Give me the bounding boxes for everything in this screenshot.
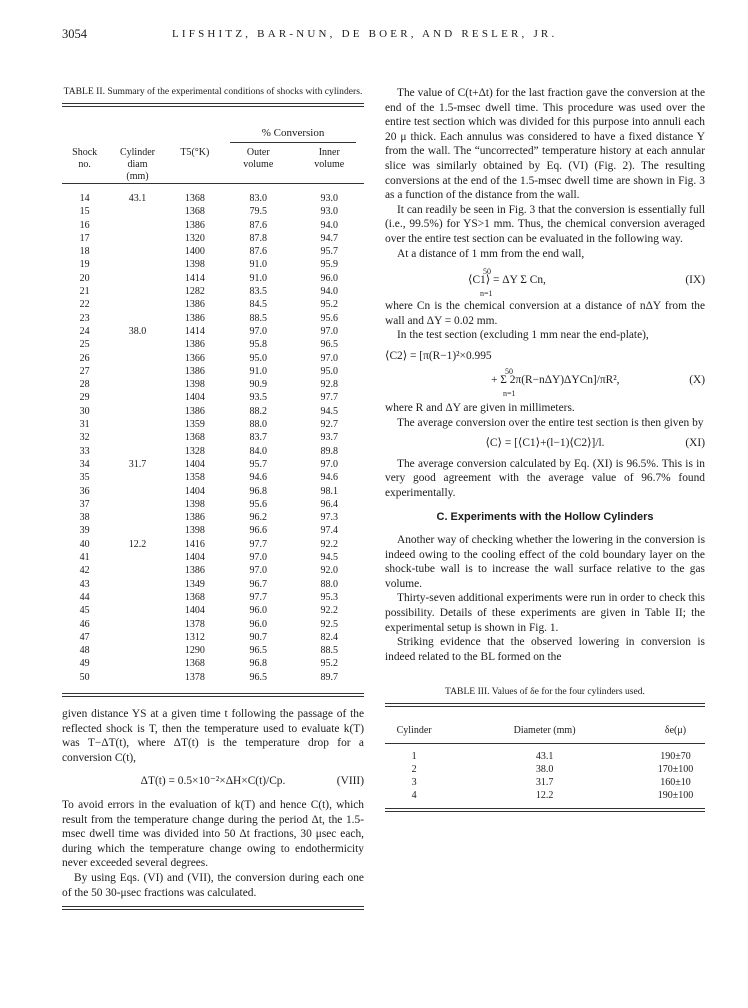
table-row: [62, 338, 364, 351]
table-cell: 91.0: [249, 272, 268, 284]
table-cell: 1386: [184, 565, 205, 577]
table-row: [62, 245, 364, 258]
table-cell: 79.5: [249, 206, 268, 218]
table-row: [385, 750, 705, 763]
t3-col-delta: δe(μ): [664, 725, 687, 737]
table-cell: [107, 564, 167, 577]
table-row: [62, 458, 364, 471]
table-cell: 43: [79, 578, 90, 590]
table-cell: 1368: [184, 193, 205, 204]
table-row: [62, 391, 364, 404]
table-cell: 36: [79, 485, 90, 497]
table-cell: [107, 391, 167, 404]
equation-x: ⟨C2⟩ = [π(R−1)²×0.995 50 + Σ 2π(R−nΔY)ΔYCn]/πR², n=1 (X): [385, 349, 705, 398]
table-cell: [107, 631, 167, 644]
table-cell: 15: [79, 206, 90, 218]
table-cell: 31: [79, 419, 90, 431]
table-cell: 19: [79, 259, 90, 271]
table-row: [62, 657, 364, 670]
table-row: [62, 285, 364, 298]
table2-caption: TABLE II. Summary of the experimental conditions of shocks with cylinders.: [63, 86, 363, 97]
table-cell: 96.2: [249, 512, 268, 524]
table-cell: 1386: [184, 339, 205, 351]
table-cell: 46: [79, 618, 90, 630]
table-cell: 95.7: [249, 458, 268, 470]
table-cell: 4: [411, 790, 417, 802]
paragraph: It can readily be seen in Fig. 3 that the conversion is essentially full (i.e., 99.5%) for YS>1 mm. Thus, the chemical conversion averaged over the entire test section can be evaluated in the following way.: [385, 203, 705, 245]
conversion-span-header: % Conversion: [230, 127, 356, 143]
table-row: [62, 192, 364, 205]
table-cell: 37: [79, 498, 90, 510]
col-header-inner-volume: Inner volume: [314, 147, 345, 170]
table-row: [62, 298, 364, 311]
table-cell: 96.7: [249, 578, 268, 590]
table-row: [62, 272, 364, 285]
table-cell: 40: [79, 538, 90, 550]
table-cell: 1416: [184, 538, 205, 550]
paragraph: The value of C(t+Δt) for the last fraction gave the conversion at the end of the 1.5-msec dwell time. This procedure was used over the entire test section which was divided for this purpose into annuli each 20 μ thick. Each annulus was considered to have a fixed distance Y from the wall. The “uncorrected” temperature history at each annular slice was similarly obtained by Eq. (VI) (Fig. 2). The resulting conversions at the end of the 1.5-msec dwell time are shown in Fig. 3 as a function of the distance from the wall.: [385, 87, 705, 202]
table-cell: 43.1: [128, 193, 147, 204]
table-row: [385, 789, 705, 802]
table-cell: 93.5: [249, 392, 268, 404]
table-row: [62, 431, 364, 444]
paragraph: To avoid errors in the evaluation of k(T) and hence C(t), which result from the temperature change during the period Δt, the 1.5-msec dwell time was divided into 50 Δt fractions, 30 μsec each, during which the temperature change owing to endothermicity never exceeded several degrees.: [62, 798, 364, 870]
table-row: [62, 618, 364, 631]
table-cell: 12.2: [128, 538, 147, 550]
table-cell: 83.5: [249, 286, 268, 298]
table-row: [62, 498, 364, 511]
table-cell: 22: [79, 299, 90, 311]
table-cell: 97.0: [320, 352, 338, 364]
page-header: [62, 27, 702, 47]
table-cell: 25: [79, 339, 90, 351]
table-cell: 97.0: [249, 552, 268, 564]
table-cell: 95.2: [320, 299, 338, 311]
table-cell: 41: [79, 552, 90, 564]
table-cell: 1349: [184, 578, 205, 590]
table-cell: 34: [79, 458, 90, 470]
table-cell: 33: [79, 445, 90, 457]
table-cell: 38.0: [128, 325, 147, 337]
table-cell: 97.0: [320, 325, 338, 337]
table-cell: 190±70: [660, 751, 691, 763]
table3: [385, 707, 705, 812]
table-cell: 93.0: [320, 206, 338, 218]
table-row: [62, 219, 364, 232]
table-cell: 95.7: [320, 246, 338, 258]
table-cell: 97.7: [249, 591, 268, 603]
table-cell: 91.0: [249, 365, 268, 377]
table-cell: [107, 285, 167, 298]
table3-block: [385, 686, 705, 812]
table-cell: 29: [79, 392, 90, 404]
table-row: [62, 604, 364, 617]
table-cell: [107, 618, 167, 631]
table-cell: 96.0: [249, 605, 268, 617]
table-cell: 27: [79, 365, 90, 377]
table-cell: 88.0: [320, 578, 338, 590]
table-cell: 89.8: [320, 445, 338, 457]
col-header-t5: T5(°K): [180, 147, 210, 158]
left-body-text: [62, 707, 364, 910]
table-cell: 94.6: [249, 472, 268, 484]
table-row: [62, 564, 364, 577]
left-column: [62, 86, 364, 910]
table-cell: 96.4: [320, 498, 338, 510]
table-cell: 93.0: [320, 193, 338, 204]
table-row: [62, 511, 364, 524]
table-cell: 97.0: [249, 565, 268, 577]
table-cell: 90.9: [249, 379, 268, 391]
table-cell: [107, 232, 167, 245]
table-row: [62, 551, 364, 564]
table-cell: [107, 272, 167, 285]
table-row: [62, 644, 364, 657]
table-cell: 92.7: [320, 419, 338, 431]
table-cell: 94.0: [320, 219, 338, 231]
paragraph: By using Eqs. (VI) and (VII), the conversion during each one of the 50 30-μsec fractions was calculated.: [62, 871, 364, 899]
table-cell: 84.0: [249, 445, 268, 457]
table-cell: [107, 365, 167, 378]
table-cell: 48: [79, 645, 90, 657]
table-cell: 1368: [184, 432, 205, 444]
table-cell: [107, 485, 167, 498]
table-cell: 50: [79, 671, 90, 683]
table-cell: 96.8: [249, 485, 268, 497]
col-header-cylinder-diam: Cylinder diam (mm): [119, 147, 155, 182]
table-cell: 1386: [184, 219, 205, 231]
table-cell: 92.5: [320, 618, 338, 630]
table-row: [62, 352, 364, 365]
table-cell: 1404: [184, 392, 205, 404]
table-cell: 35: [79, 472, 90, 484]
table-cell: [107, 671, 167, 684]
table-cell: 91.0: [249, 259, 268, 271]
table2: [62, 107, 364, 697]
table-cell: 95.9: [320, 259, 338, 271]
equation-xi: ⟨C⟩ = [⟨C1⟩+(l−1)⟨C2⟩]/l. (XI): [485, 437, 705, 450]
table-cell: 84.5: [249, 299, 268, 311]
table-cell: 95.6: [249, 498, 268, 510]
table-cell: 1312: [184, 631, 205, 643]
table-row: [62, 365, 364, 378]
paragraph: Thirty-seven additional experiments were run in order to check this possibility. Details of these experiments are given in Table II; the experimental setup is shown in Fig. 1.: [385, 592, 705, 634]
table-row: [385, 776, 705, 789]
table-cell: 31.7: [128, 458, 147, 470]
table-cell: 24: [79, 325, 90, 337]
table-cell: 32: [79, 432, 90, 444]
table-cell: 95.0: [249, 352, 268, 364]
table-cell: 160±10: [660, 777, 691, 789]
table-cell: 1328: [184, 445, 205, 457]
table-cell: 92.8: [320, 379, 338, 391]
table-cell: 87.6: [249, 246, 268, 258]
table-cell: 38.0: [535, 764, 554, 776]
table-cell: 98.1: [320, 485, 338, 497]
table-cell: 26: [79, 352, 90, 364]
table-cell: 1404: [184, 485, 205, 497]
table-cell: 1404: [184, 605, 205, 617]
table-cell: 1378: [184, 671, 205, 683]
table-cell: 30: [79, 405, 90, 417]
table-cell: 82.4: [320, 631, 338, 643]
table-cell: 23: [79, 312, 90, 324]
table-cell: 2: [411, 764, 417, 776]
right-column: [385, 86, 705, 812]
table-cell: 96.8: [249, 658, 268, 670]
paragraph: Striking evidence that the observed lowering in conversion is indeed related to the BL formed on the: [385, 636, 705, 663]
table-cell: [107, 352, 167, 365]
section-heading: C. Experiments with the Hollow Cylinders: [436, 511, 654, 524]
table-cell: 83.0: [249, 193, 268, 204]
table-cell: 1: [411, 751, 417, 763]
table-cell: 20: [79, 272, 90, 284]
table-cell: [107, 604, 167, 617]
table-cell: 1398: [184, 525, 205, 537]
table-cell: 18: [79, 246, 90, 258]
table-cell: [107, 405, 167, 418]
table-cell: 94.0: [320, 286, 338, 298]
table-cell: 1398: [184, 498, 205, 510]
table-cell: [107, 219, 167, 232]
paragraph: where Cn is the chemical conversion at a distance of nΔY from the wall and ΔY = 0.02 mm.: [385, 300, 705, 327]
table-cell: 1368: [184, 658, 205, 670]
table-cell: 96.0: [320, 272, 338, 284]
table-cell: [107, 298, 167, 311]
table-row: [62, 631, 364, 644]
t3-col-diameter: Diameter (mm): [513, 725, 576, 737]
table-row: [62, 325, 364, 338]
table-cell: 93.7: [320, 432, 338, 444]
table-cell: 1386: [184, 299, 205, 311]
table-cell: 1368: [184, 591, 205, 603]
table-cell: 83.7: [249, 432, 268, 444]
table-cell: 21: [79, 286, 90, 298]
table-row: [62, 405, 364, 418]
table-cell: 89.7: [320, 671, 338, 683]
left-bottom-rule: [62, 906, 364, 910]
table-cell: [107, 245, 167, 258]
table-cell: 1378: [184, 618, 205, 630]
table-row: [62, 445, 364, 458]
table-cell: 12.2: [535, 790, 554, 802]
table-cell: [107, 431, 167, 444]
table-cell: 87.8: [249, 232, 268, 244]
table-cell: [107, 471, 167, 484]
table-cell: 95.2: [320, 658, 338, 670]
table-cell: 1414: [184, 272, 205, 284]
table-cell: 45: [79, 605, 90, 617]
table-cell: 92.0: [320, 565, 338, 577]
table-cell: 1398: [184, 379, 205, 391]
table-cell: 92.2: [320, 538, 338, 550]
table-cell: [107, 578, 167, 591]
t3-col-cylinder: Cylinder: [396, 725, 432, 737]
table-cell: [107, 498, 167, 511]
table-cell: 95.8: [249, 339, 268, 351]
table-cell: 96.5: [320, 339, 338, 351]
table-row: [62, 378, 364, 391]
table-cell: 95.3: [320, 591, 338, 603]
table-cell: 3: [411, 777, 417, 789]
table-cell: 96.5: [249, 645, 268, 657]
table-cell: 90.7: [249, 631, 268, 643]
table-cell: [107, 551, 167, 564]
table-cell: 31.7: [535, 777, 554, 789]
table-cell: 1398: [184, 259, 205, 271]
table-cell: [107, 205, 167, 218]
table-cell: 88.2: [249, 405, 268, 417]
paragraph: At a distance of 1 mm from the end wall,: [397, 247, 585, 260]
table-row: [62, 524, 364, 537]
table-cell: 94.6: [320, 472, 338, 484]
table-cell: 97.0: [320, 458, 338, 470]
table-row: [62, 312, 364, 325]
col-header-outer-volume: Outer volume: [243, 147, 274, 170]
table-cell: 44: [79, 591, 90, 603]
table-cell: 97.7: [320, 392, 338, 404]
table-cell: 1400: [184, 246, 205, 258]
table-cell: 1386: [184, 405, 205, 417]
table-cell: 43.1: [535, 751, 554, 763]
table-cell: 14: [79, 193, 90, 204]
table-cell: 38: [79, 512, 90, 524]
paragraph: In the test section (excluding 1 mm near the end-plate),: [397, 329, 649, 342]
table-row: [62, 578, 364, 591]
table-cell: 1368: [184, 206, 205, 218]
table-cell: 47: [79, 631, 90, 643]
table-cell: [107, 338, 167, 351]
table-cell: 92.2: [320, 605, 338, 617]
table-cell: 39: [79, 525, 90, 537]
table-cell: 94.7: [320, 232, 338, 244]
table-row: [62, 418, 364, 431]
table-cell: 49: [79, 658, 90, 670]
table-cell: [107, 418, 167, 431]
table-cell: 1282: [184, 286, 205, 298]
table-cell: 96.0: [249, 618, 268, 630]
table-row: [385, 763, 705, 776]
col-header-shock-no: Shock no.: [72, 147, 98, 170]
table-row: [62, 232, 364, 245]
table-cell: 1366: [184, 352, 205, 364]
table-cell: 170±100: [657, 764, 694, 776]
table-cell: 88.5: [320, 645, 338, 657]
table-cell: [107, 511, 167, 524]
paragraph: The average conversion over the entire test section is then given by: [397, 416, 704, 429]
table-cell: [107, 644, 167, 657]
table-cell: 1290: [184, 645, 205, 657]
table-cell: 97.3: [320, 512, 338, 524]
table-cell: [107, 524, 167, 537]
table-cell: 16: [79, 219, 90, 231]
table-cell: 17: [79, 232, 90, 244]
page-number: 3054: [62, 27, 87, 41]
table-cell: [107, 657, 167, 670]
table-cell: 190±100: [657, 790, 694, 802]
table-cell: 1386: [184, 312, 205, 324]
table-cell: 97.0: [249, 325, 268, 337]
table-cell: 1404: [184, 552, 205, 564]
table-cell: 1386: [184, 512, 205, 524]
table-row: [62, 671, 364, 684]
table-row: [62, 538, 364, 551]
table-cell: 96.6: [249, 525, 268, 537]
table-cell: 94.5: [320, 552, 338, 564]
running-title: LIFSHITZ, BAR-NUN, DE BOER, AND RESLER, JR.: [172, 28, 558, 40]
table-cell: 1414: [184, 325, 205, 337]
table-cell: 28: [79, 379, 90, 391]
table-cell: 1386: [184, 365, 205, 377]
table-cell: 95.6: [320, 312, 338, 324]
table3-caption: TABLE III. Values of δe for the four cylinders used.: [445, 686, 645, 698]
table-cell: 1320: [184, 232, 205, 244]
table-cell: [107, 258, 167, 271]
paragraph: where R and ΔY are given in millimeters.: [385, 401, 575, 414]
table-row: [62, 485, 364, 498]
table-cell: [107, 591, 167, 604]
table-cell: 1404: [184, 458, 205, 470]
table-cell: 88.5: [249, 312, 268, 324]
table-row: [62, 258, 364, 271]
table-row: [62, 471, 364, 484]
paragraph: Another way of checking whether the lowering in the conversion is indeed owing to the cooling effect of the cold boundary layer on the shock-tube wall is to increase the wall surface relative to the gas volume.: [385, 534, 705, 590]
table-cell: 95.0: [320, 365, 338, 377]
table-row: [62, 205, 364, 218]
paragraph: The average conversion calculated by Eq. (XI) is 96.5%. This is in very good agreement with the average value of 96.7% found experimentally.: [385, 457, 705, 499]
table-cell: 97.4: [320, 525, 338, 537]
table-cell: [107, 378, 167, 391]
table-cell: 1359: [184, 419, 205, 431]
equation-ix: 50 ⟨C1⟩ = ΔY Σ Cn, n=1 (IX): [468, 267, 705, 299]
table-cell: 87.6: [249, 219, 268, 231]
table-cell: 1358: [184, 472, 205, 484]
table-cell: 97.7: [249, 538, 268, 550]
table-cell: 96.5: [249, 671, 268, 683]
table-row: [62, 591, 364, 604]
equation-viii: ΔT(t) = 0.5×10⁻²×ΔH×C(t)/Cp. (VIII): [140, 775, 364, 788]
table-cell: [107, 312, 167, 325]
table-cell: [107, 445, 167, 458]
table-cell: 94.5: [320, 405, 338, 417]
table-cell: 88.0: [249, 419, 268, 431]
paragraph: given distance YS at a given time t following the passage of the reflected shock is T, then the temperature used to evaluate k(T) was T−ΔT(t), where ΔT(t) is the temperature drop for a conversion C(t),: [62, 707, 364, 764]
table-cell: 42: [79, 565, 90, 577]
